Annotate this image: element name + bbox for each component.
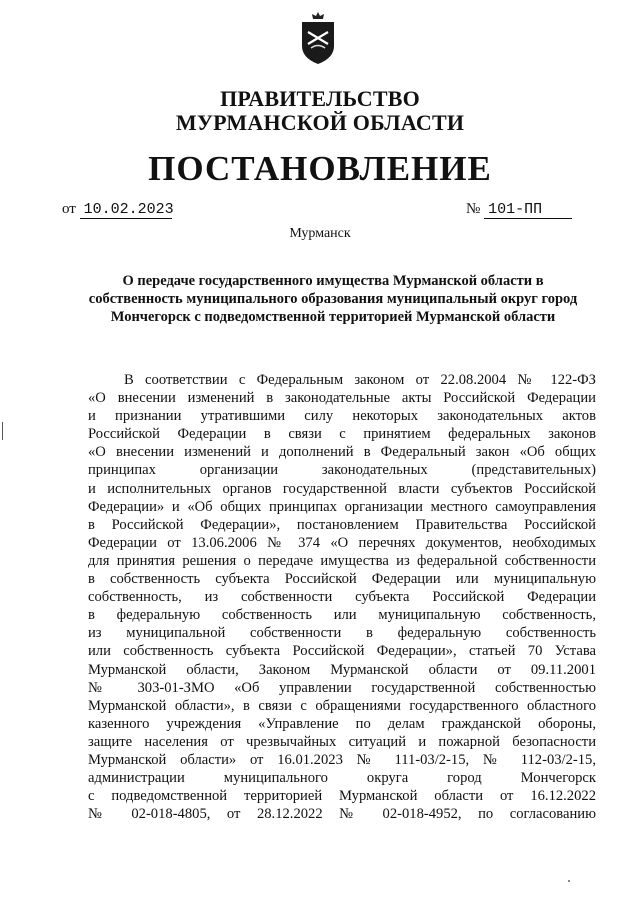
body-line: в Российской Федерации», постановлением Правительства Российской <box>88 516 596 533</box>
body-line: в собственность субъекта Российской Федерации или муниципальную <box>88 571 596 588</box>
body-line: собственность, из собственности субъекта Российской Федерации <box>88 589 596 606</box>
body-line: администрации муниципального округа город Мончегорск <box>88 770 596 787</box>
date-prefix: от <box>62 201 76 217</box>
city-name: Мурманск <box>289 226 351 241</box>
document-date <box>62 201 172 219</box>
document-body <box>88 371 596 823</box>
body-line: Федерации» и «Об общих принципах организации местного самоуправления <box>88 498 596 515</box>
body-line: для принятия решения о передаче имущества из федеральной собственности <box>88 552 596 569</box>
body-line: казенного учреждения «Управление по делам гражданской обороны, <box>88 715 596 732</box>
document-subject: О передаче государственного имущества Мурманской области в собственность муниципального образования муниципальный округ город Мончегорск с подведомственной территорией Мурманской области <box>88 273 578 325</box>
body-line: Федерации от 13.06.2006 № 374 «О перечнях документов, необходимых <box>88 534 596 551</box>
body-line: «О внесении изменений и дополнений в Федеральный закон «Об общих <box>88 444 596 461</box>
document-number <box>466 201 572 219</box>
body-line: «О внесении изменений в законодательные акты Российской Федерации <box>88 390 596 407</box>
number-value: 101-ПП <box>484 201 572 219</box>
scan-artifact <box>2 422 3 440</box>
body-line: № 303-01-ЗМО «Об управлении государственной собственностью <box>88 679 596 696</box>
body-line: из муниципальной собственности в федеральную собственность <box>88 625 596 642</box>
number-prefix: № <box>466 201 481 217</box>
body-line: Мурманской области» от 16.01.2023 № 111-03/2-15, № 112-03/2-15, <box>88 751 596 768</box>
org-name-line1: ПРАВИТЕЛЬСТВО <box>220 86 420 111</box>
document-type: ПОСТАНОВЛЕНИЕ <box>148 149 492 188</box>
date-value: 10.02.2023 <box>80 201 172 219</box>
body-line: с подведомственной территорией Мурманской области от 16.12.2022 <box>88 788 596 805</box>
body-line: Российской Федерации в связи с принятием федеральных законов <box>88 426 596 443</box>
body-line: защите населения от чрезвычайных ситуаций и пожарной безопасности <box>88 733 596 750</box>
scan-dot <box>568 880 570 882</box>
body-line: Мурманской области, Законом Мурманской области от 09.11.2001 <box>88 661 596 678</box>
body-line: и исполнительных органов государственной власти субъектов Российской <box>88 480 596 497</box>
body-line: Мурманской области», в связи с обращениями государственного областного <box>88 697 596 714</box>
org-name-line2: МУРМАНСКОЙ ОБЛАСТИ <box>175 110 465 135</box>
body-line: и признании утратившими силу некоторых законодательных актов <box>88 408 596 425</box>
body-line: принципах организации законодательных (представительных) <box>88 462 596 479</box>
coat-of-arms-icon <box>297 10 339 66</box>
body-line: № 02-018-4805, от 28.12.2022 № 02-018-4952, по согласованию <box>88 806 596 823</box>
body-line: в федеральную собственность или муниципальную собственность, <box>88 607 596 624</box>
body-line: или собственность субъекта Российской Федерации», статьей 70 Устава <box>88 643 596 660</box>
body-line: В соответствии с Федеральным законом от 22.08.2004 № 122-ФЗ <box>124 372 596 388</box>
